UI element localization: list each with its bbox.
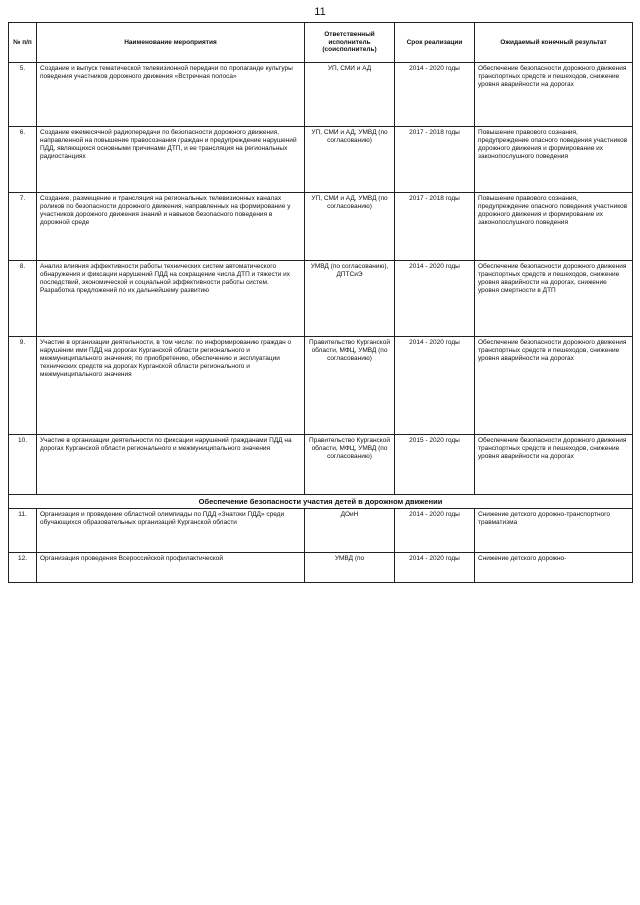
row-term: 2014 - 2020 годы [395, 337, 475, 435]
row-num: 9. [9, 337, 37, 435]
row-result: Обеспечение безопасности дорожного движения транспортных средств и пешеходов, снижение уровня аварийности на дорогах [475, 63, 633, 127]
header-term: Срок реализации [395, 23, 475, 63]
row-name: Организация и проведение областной олимпиады по ПДД «Знатоки ПДД» среди обучающихся образовательных организаций Курганской области [37, 509, 305, 553]
row-result: Снижение детского дорожно-транспортного травматизма [475, 509, 633, 553]
row-name: Создание ежемесячной радиопередачи по безопасности дорожного движения, направленной на повышение правосознания граждан и предупреждение нарушений ПДД, являющихся основными причинами ДТП, и ее трансляция на региональных радиостанциях [37, 127, 305, 193]
row-executor: Правительство Курганской области, МФЦ, УМВД (по согласованию) [305, 435, 395, 495]
section-row [9, 495, 633, 509]
row-name: Участие в организации деятельности по фиксации нарушений гражданами ПДД на дорогах Курганской области регионального и межмуниципального значения [37, 435, 305, 495]
header-name: Наименование мероприятия [37, 23, 305, 63]
row-term: 2014 - 2020 годы [395, 261, 475, 337]
row-executor: УП, СМИ и АД [305, 63, 395, 127]
page-number: 11 [314, 6, 326, 18]
measures-table [8, 22, 633, 583]
row-num: 5. [9, 63, 37, 127]
row-term: 2014 - 2020 годы [395, 553, 475, 583]
table-row [9, 435, 633, 495]
row-executor: ДОиН [305, 509, 395, 553]
table-header-row [9, 23, 633, 63]
row-name: Создание, размещение и трансляция на региональных телевизионных каналах роликов по безопасности дорожного движения, направленных на формирование у участников дорожного движения знаний и навыков безопасного поведения в дорожной среде [37, 193, 305, 261]
row-result: Повышение правового сознания, предупреждение опасного поведения участников дорожного движения и формирование их законопослушного поведения [475, 127, 633, 193]
row-name: Организация проведения Всероссийской профилактической [37, 553, 305, 583]
row-name: Анализ влияния эффективности работы технических систем автоматического обнаружения и фиксации нарушений ПДД на сокращение числа ДТП и тяжести их последствий, экономической и социальной эффективности работы систем. Разработка предложений по их дальнейшему развитию [37, 261, 305, 337]
row-executor: УМВД (по [305, 553, 395, 583]
row-result: Обеспечение безопасности дорожного движения транспортных средств и пешеходов, снижение уровня аварийности на дорогах [475, 337, 633, 435]
row-executor: УМВД (по согласованию), ДПТСиЭ [305, 261, 395, 337]
table-row [9, 63, 633, 127]
row-num: 8. [9, 261, 37, 337]
header-executor: Ответственный исполнитель (соисполнитель) [305, 23, 395, 63]
table-row [9, 193, 633, 261]
row-term: 2014 - 2020 годы [395, 63, 475, 127]
row-executor: Правительство Курганской области, МФЦ, УМВД (по согласованию) [305, 337, 395, 435]
row-result: Обеспечение безопасности дорожного движения транспортных средств и пешеходов, снижение уровня аварийности на дорогах, снижение уровня смертности в ДТП [475, 261, 633, 337]
table-row [9, 127, 633, 193]
table-row [9, 553, 633, 583]
row-num: 12. [9, 553, 37, 583]
section-title: Обеспечение безопасности участия детей в дорожном движении [9, 495, 633, 509]
row-executor: УП, СМИ и АД, УМВД (по согласованию) [305, 127, 395, 193]
table-row [9, 509, 633, 553]
table-row [9, 337, 633, 435]
row-term: 2014 - 2020 годы [395, 509, 475, 553]
row-num: 11. [9, 509, 37, 553]
row-num: 6. [9, 127, 37, 193]
row-term: 2017 - 2018 годы [395, 127, 475, 193]
row-result: Снижение детского дорожно- [475, 553, 633, 583]
row-name: Участие в организации деятельности, в том числе: по информированию граждан о нарушении ими ПДД на дорогах Курганской области регионального и межмуниципального значения; по приобретению, обеспечению и эксплуатации технических средств на дорогах Курганской области регионального и межмуниципального значения [37, 337, 305, 435]
row-num: 10. [9, 435, 37, 495]
row-result: Повышение правового сознания, предупреждение опасного поведения участников дорожного движения и формирование их законопослушного поведения [475, 193, 633, 261]
row-term: 2017 - 2018 годы [395, 193, 475, 261]
header-num: № п/п [9, 23, 37, 63]
row-term: 2015 - 2020 годы [395, 435, 475, 495]
row-result: Обеспечение безопасности дорожного движения транспортных средств и пешеходов, снижение уровня аварийности на дорогах [475, 435, 633, 495]
row-name: Создание и выпуск тематической телевизионной передачи по пропаганде культуры поведения участников дорожного движения «Встречная полоса» [37, 63, 305, 127]
row-executor: УП, СМИ и АД, УМВД (по согласованию) [305, 193, 395, 261]
header-result: Ожидаемый конечный результат [475, 23, 633, 63]
row-num: 7. [9, 193, 37, 261]
table-row [9, 261, 633, 337]
